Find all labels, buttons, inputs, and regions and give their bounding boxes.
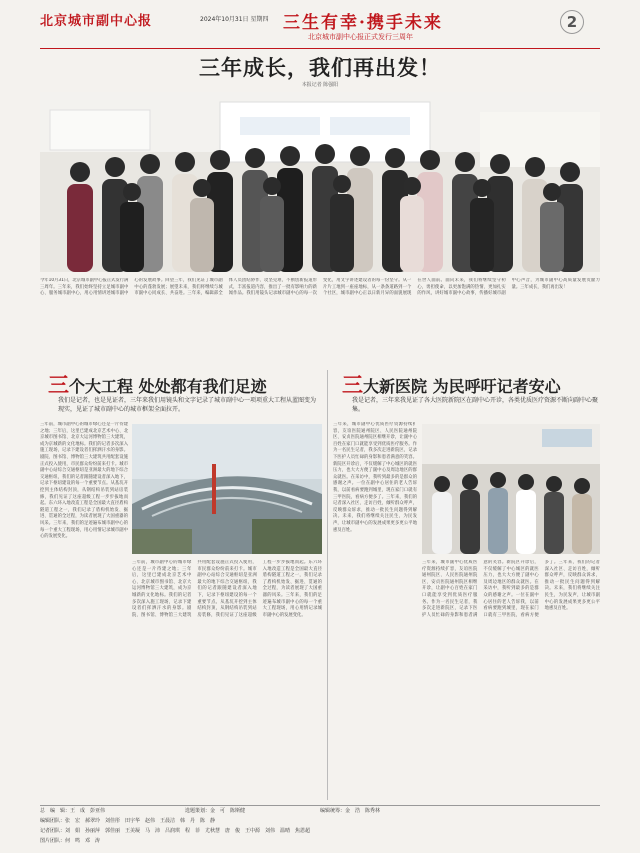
right-section-title-text: 大新医院 为民呼吁记者安心 xyxy=(363,377,561,396)
anniversary-slogan: 三生有幸·携手未来 xyxy=(283,13,443,33)
left-section-number: 三 xyxy=(48,372,69,397)
left-section-title-text: 个大工程 处处都有我们足迹 xyxy=(69,377,267,396)
group-photo xyxy=(40,92,600,272)
left-section-body-col1: 三年前，城市副中心的城市绿心还是一片待建之地；三年后，这里已建成北京艺术中心、北京城市图书馆、北京大运河博物馆三大建筑，成为京城新的文化地标。我们的记者多次深入施工现场，记录下建设者们挥洒汗水的身影。剧院、图书馆、博物馆三大建筑共用配套设施正式投入使用，市民群众纷纷前来打卡。城市副中心站综合交通枢纽是亚洲最大的地下综合交通枢纽，我们的记者跟随建设者深入地下，记录下枢纽建设的每一个重要节点。从基坑开挖到主体结构封顶，从钢结构吊装到站房装修，我们见证了这座超级工程一步步拔地而起。东六环入地改造工程是全国最大直径盾构隧道工程之一，我们记录了盾构机始发、掘进、贯通的全过程，为读者展现了大国重器的风采。三年来，我们的足迹遍布城市副中心的每一个重大工程现场，用心用情记录城市副中心的发展变化。 xyxy=(40,422,128,540)
right-section-title xyxy=(342,369,561,399)
credits-row-1: 总 编 辑：王 成 彭亚伟 选题策划：金 可 陈斯健 编辑统筹：金 浩 陈秀林 xyxy=(40,808,381,814)
anniversary-subtitle: 北京城市副中心报正式发行三周年 xyxy=(308,33,413,41)
left-section-title xyxy=(48,369,267,399)
masthead xyxy=(40,8,600,48)
hospital-photo xyxy=(422,424,600,554)
main-headline: 三年成长，我们再出发！ xyxy=(199,55,441,80)
stadium-photo xyxy=(132,424,322,554)
credits-row-2: 编辑团队：张 宏 郝翠玲 刘佳彤 田宇华 赵伟 王晨洁 韩 丹 陈 静 xyxy=(40,818,216,824)
right-section-number: 三 xyxy=(342,372,363,397)
right-section-lead: 我是记者，三年来我见证了各大医院新院区在副中心开诊，各类优质医疗资源不断向副中心聚集。 xyxy=(352,397,599,413)
left-section-lead: 我们是记者，也是见证者，三年来我们用镜头和文字记录了城市副中心一项项重大工程从蓝图变为现实，见证了城市副中心的城市框架全面拉开。 xyxy=(58,397,317,413)
credits-row-3: 记者团队：刘 娟 孙丽萍 郭佳丽 王美凝 马 沛 吕润琪 程 菲 尤秋慧 唐 俊 王中源 刘伟 温晴 焦恩超 xyxy=(40,828,311,834)
left-section-body-cols: 三年前，城市副中心的城市绿心还是一片待建之地；三年后，这里已建成北京艺术中心、北京城市图书馆、北京大运河博物馆三大建筑，成为京城新的文化地标。我们的记者多次深入施工现场，记录下建设者们挥洒汗水的身影。剧院、图书馆、博物馆三大建筑共用配套设施正式投入使用，市民群众纷纷前来打卡。城市副中心站综合交通枢纽是亚洲最大的地下综合交通枢纽，我们的记者跟随建设者深入地下，记录下枢纽建设的每一个重要节点。从基坑开挖到主体结构封顶，从钢结构吊装到站房装修，我们见证了这座超级工程一步步拔地而起。东六环入地改造工程是全国最大直径盾构隧道工程之一，我们记录了盾构机始发、掘进、贯通的全过程，为读者展现了大国重器的风采。三年来，我们的足迹遍布城市副中心的每一个重大工程现场，用心用情记录城市副中心的发展变化。 xyxy=(132,560,322,618)
issue-date: 2024年10月31日 星期四 xyxy=(200,16,269,23)
right-section-body-col1: 三年来，城市副中心优质医疗资源持续扩容，友谊医院通州院区、人民医院通州院区、安贞医院通州院区相继开诊，让副中心百姓在家门口就能享受到优质医疗服务。作为一名民生记者，我多次走进新院区，记录下医护人员忙碌的身影和患者满意的笑容。新院区开诊后，不仅缓解了中心城区的就医压力，也大大方便了副中心及周边地区的群众就医。在采访中，我听到最多的是群众的感谢之声。一位在副中心居住的老人告诉我，以前看病要跑到城里，现在家门口就有三甲医院，看病方便多了。三年来，我们的记者深入社区、走访百姓，倾听群众呼声，反映群众诉求，推动一批民生问题得到解决。未来，我们将继续关注民生，为民发声，让城市副中心的发展成果更多更公平地惠及百姓。 xyxy=(333,422,417,533)
right-section-body-cols: 三年来，城市副中心优质医疗资源持续扩容，友谊医院通州院区、人民医院通州院区、安贞医院通州院区相继开诊，让副中心百姓在家门口就能享受到优质医疗服务。作为一名民生记者，我多次走进新院区，记录下医护人员忙碌的身影和患者满意的笑容。新院区开诊后，不仅缓解了中心城区的就医压力，也大大方便了副中心及周边地区的群众就医。在采访中，我听到最多的是群众的感谢之声。一位在副中心居住的老人告诉我，以前看病要跑到城里，现在家门口就有三甲医院，看病方便多了。三年来，我们的记者深入社区、走访百姓，倾听群众呼声，反映群众诉求，推动一批民生问题得到解决。未来，我们将继续关注民生，为民发声，让城市副中心的发展成果更多更公平地惠及百姓。 xyxy=(422,560,600,618)
main-byline: 本报记者 陈强阳 xyxy=(301,82,339,88)
header-divider xyxy=(40,48,600,49)
credits-footer xyxy=(40,805,600,846)
main-article-body: 今年10月31日，北京城市副中心报正式发行满三周年。三年来，我们始终坚持立足城市副中心、服务城市副中心，用心用情讲述城市副中心的发展故事。回望三年，我们见证了城市副中心的蓬勃发展；展望未来，我们将继续与城市副中心同成长、共奋进。三年来，编辑部全体人员团结协作、攻坚克难，不断创新报道形式，丰富报道内容，推出了一批有影响力的新闻作品。我们用镜头记录城市副中心的每一次变化，用文字讲述建设者的每一份坚守。从一片片工地到一座座地标，从一条条道路到一个个社区，城市副中心正以日新月异的面貌展现在世人面前。面向未来，我们将继续坚守初心，勇担使命，以更加饱满的热情、更加扎实的作风，讲好城市副中心故事，传播好城市副中心声音，为城市副中心高质量发展贡献力量。三年成长，我们再出发！ xyxy=(40,278,600,297)
paper-name: 北京城市副中心报 xyxy=(40,14,153,29)
credits-row-4: 图片团队：何 鸣 邓 涛 xyxy=(40,838,101,844)
page-number: 2 xyxy=(560,10,584,34)
section-divider xyxy=(327,370,328,800)
